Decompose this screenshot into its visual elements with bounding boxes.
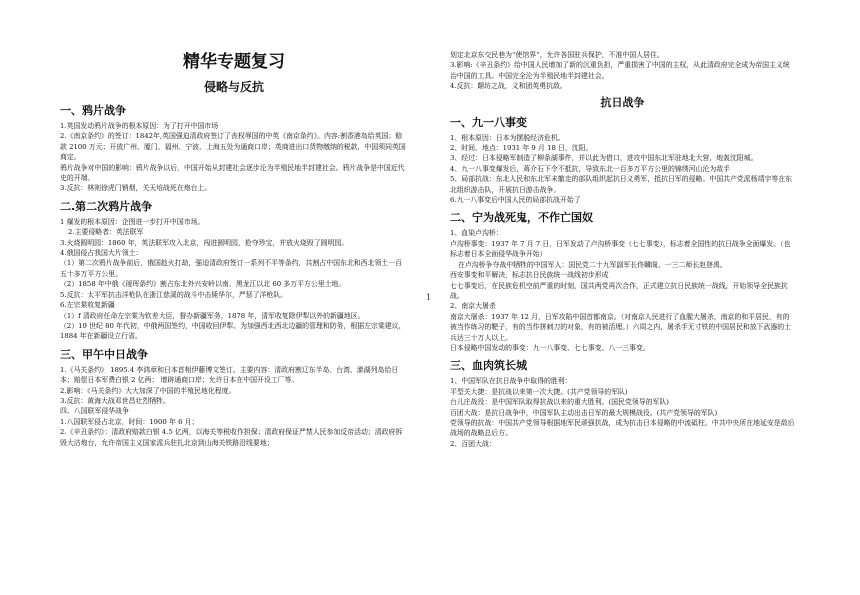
text-line: 百团大战：是抗日战争中，中国军队主动出击日军的最大规模战役。(共产党领导的军队) <box>450 408 718 417</box>
section-great-wall <box>450 359 795 449</box>
text-line: 2、时间、地点：1931 年 9 月 18 日、沈阳。 <box>450 144 593 153</box>
right-column <box>450 50 795 449</box>
left-column <box>60 52 408 448</box>
text-line: 鸦片战争对中国的影响：鸦片战争以后，中国开始从封建社会逐步沦为半殖民地半封建社会。鸦片战争是中国近代史的开端。 <box>60 163 405 183</box>
text-line: 四、八国联军侵华战争 <box>60 407 129 416</box>
text-line: 1.英国发动鸦片战争的根本原因：为了打开中国市场 <box>60 122 219 130</box>
text-line: 4.反抗：颠坊之战，义和团英勇抗敌。 <box>450 82 567 91</box>
text-line: 3.反抗：黄海大战邓世昌壮烈牺牲。 <box>60 396 170 405</box>
section-heading: 三、血肉筑长城 <box>450 359 527 373</box>
text-line: 划定北京东交民巷为“使馆界”，允许各国驻兵保护，不准中国人居住。 <box>450 51 664 59</box>
text-line: 2.影响：《马关条约》大大加深了中国的半殖民地化程度。 <box>60 386 236 395</box>
text-line: 南京大屠杀：1937 年 12 月，日军攻陷中国首都南京。（对南京人民进行了血腥大屠杀，南京的和平居民，有的被当作练习的靶子，有的当作拼刺刀的对象，有的被活埋。）六周之内，屠杀手无寸铁的中国居民和放下武器的士兵达三十万人以上。 <box>450 312 792 342</box>
text-line: （2）1858 年中俄《瑷珲条约》割占东北外兴安岭以南、黑龙江以北 60 多万平方公里土地。 <box>60 280 346 289</box>
text-line: 4.俄国侵占我国大片领土： <box>60 249 143 258</box>
continuation-text <box>450 50 795 92</box>
text-line: （2）19 世纪 80 年代初，中俄两国签约，中国收回伊犁。为加强西北西北边疆的管理和防务，根据左宗棠建议，1884 年在新疆设立行省。 <box>60 321 406 341</box>
text-line: 1、根本原因：日本为摆脱经济危机。 <box>450 133 565 142</box>
section-heading: 三、甲午中日战争 <box>60 347 148 361</box>
text-line: 1.《马关条约》 1895.4 李鸿章和日本首相伊藤博文签订。主要内容：清政府割辽东半岛、台湾、澎湖列岛给日本；赔偿日本军费白银 2 亿两； 增辟通商口岸；允许日本在中国开设工厂等。 <box>60 365 399 385</box>
text-line: 2、南京大屠杀 <box>450 302 496 311</box>
text-line: 3.影响:《辛丑条约》给中国人民增加了新的沉重负担，严重损害了中国的主权，从此清政府完全成为帝国主义统治中国的工具。中国完全沦为半殖民地半封建社会。 <box>450 61 790 80</box>
section-sino-japanese-war <box>60 348 408 448</box>
text-line: 4、九一八事变爆发后，蒋介石下令不抵抗，导致东北一百多万平方公里的锦绣河山沦为敌手 <box>450 164 731 173</box>
section-opium-war <box>60 104 408 194</box>
section-heading: 二、宁为战死鬼，不作亡国奴 <box>450 211 593 225</box>
section-918-incident <box>450 116 795 206</box>
text-line: 卢沟桥事变：1937 年 7 月 7 日，日军发动了卢沟桥事变（七七事变），标志着全国性的抗日战争全面爆发。（也标志着日本全面侵华战争开始） <box>450 239 791 259</box>
text-line: 2、百团大战： <box>450 439 496 448</box>
text-line: 6.九一八事变后中国人民的局部抗战开始了 <box>450 196 581 205</box>
text-line: 5、局部抗战：东北人民和东北军未撤走的部队组织起抗日义勇军，抵抗日军的侵略。中国共产党派杨靖宇等在东北组织游击队，开展抗日游击战争。 <box>450 175 793 194</box>
text-line: 日本侵略中国发动的事变：九一八事变、七七事变、八一三事变。 <box>450 343 650 352</box>
text-line: 3.火烧圆明园：1860 年，英法联军攻入北京，闯进圆明园，抢夺珍宝，并放火烧毁了圆明园。 <box>60 238 349 247</box>
text-line: 5.反抗：太平军抗击洋枪队在浙江慈溪的战斗中击毙华尔，严惩了洋枪队。 <box>60 290 288 299</box>
section-resistance <box>450 211 795 353</box>
page-subtitle: 侵略与反抗 <box>203 80 264 94</box>
text-line: （1）f 清政府任命左宗棠为钦差大臣，督办新疆军务，1878 年，清军收复除伊犁以外的新疆地区。 <box>60 311 365 320</box>
text-line: 1.八国联军侵占北京，时间：1900 年 6 月； <box>60 417 199 426</box>
text-line: 1、中国军队在抗日战争中取得的胜利： <box>450 377 572 386</box>
text-line: 在卢沟桥争夺战中牺牲的中国军人：国民党二十九军副军长佟麟阁、一三二师长赵登禹。 <box>458 260 727 269</box>
text-line: （1）第二次鸦片战争前后，俄国趁火打劫，强迫清政府签订一系列不平等条约，共割占中国东北和西北领土一百五十多万平方公里。 <box>60 259 403 278</box>
text-line: 党领导的抗战：中国共产党领导根据地军民顽强抗战，成为抗击日本侵略的中流砥柱。中共中央所在地延安是敌后战场的战略总后方。 <box>450 418 795 438</box>
text-line: 平型关大捷：是抗战以来第一次大捷。(共产党领导的军队) <box>450 387 628 396</box>
page-title: 精华专题复习 <box>183 52 285 72</box>
text-line: 台儿庄战役：是中国军队取得抗战以来的重大胜利。(国民党领导的军队) <box>450 398 669 407</box>
text-line: 2.《南京条约》的签订：1842年,英国强迫清政府签订了丧权辱国的中英《南京条约》。内容:割香港岛给英国；赔款 2100 万元；开放广州、厦门、福州、宁波、上海五处为通商口岸；英商进出口货物缴纳的税款，中国须同英国商定。 <box>60 132 406 162</box>
page-number: 1 <box>426 293 432 302</box>
text-line: 2.主要侵略者：英法联军 <box>68 228 144 237</box>
text-line: 七七事变后，在民族危机空前严重的时刻，国共两党再次合作，正式建立抗日民族统一战线，开始领导全民族抗战。 <box>450 281 788 300</box>
section-heading: 二.第二次鸦片战争 <box>60 199 153 213</box>
text-line: 3.反抗：林则徐虎门销烟，关天培战死在炮台上。 <box>60 184 212 193</box>
section-second-opium-war <box>60 200 408 342</box>
main-heading: 抗日战争 <box>600 95 645 109</box>
text-line: 2.《辛丑条约》：清政府赔款白银 4.5 亿两，以海关等税收作担保；清政府保证严禁人民参加反帝活动；清政府拆毁大沽炮台，允许帝国主义国家派兵驻扎北京到山海关铁路沿线要地； <box>60 428 403 447</box>
text-line: 1 爆发的根本原因：企图进一步打开中国市场。 <box>60 217 205 226</box>
section-heading: 一、九一八事变 <box>450 115 527 129</box>
text-line: 1、血染卢沟桥： <box>450 229 503 238</box>
text-line: 西安事变和平解决，标志抗日民族统一战线初步形成 <box>450 271 609 280</box>
text-line: 6.左宗棠收复新疆 <box>60 301 115 310</box>
text-line: 3、经过：日本侵略军制造了柳条湖事件，并以此为借口，进攻中国东北军驻地北大营，炮轰沈阳城。 <box>450 154 758 163</box>
section-heading: 一、鸦片战争 <box>60 104 126 117</box>
